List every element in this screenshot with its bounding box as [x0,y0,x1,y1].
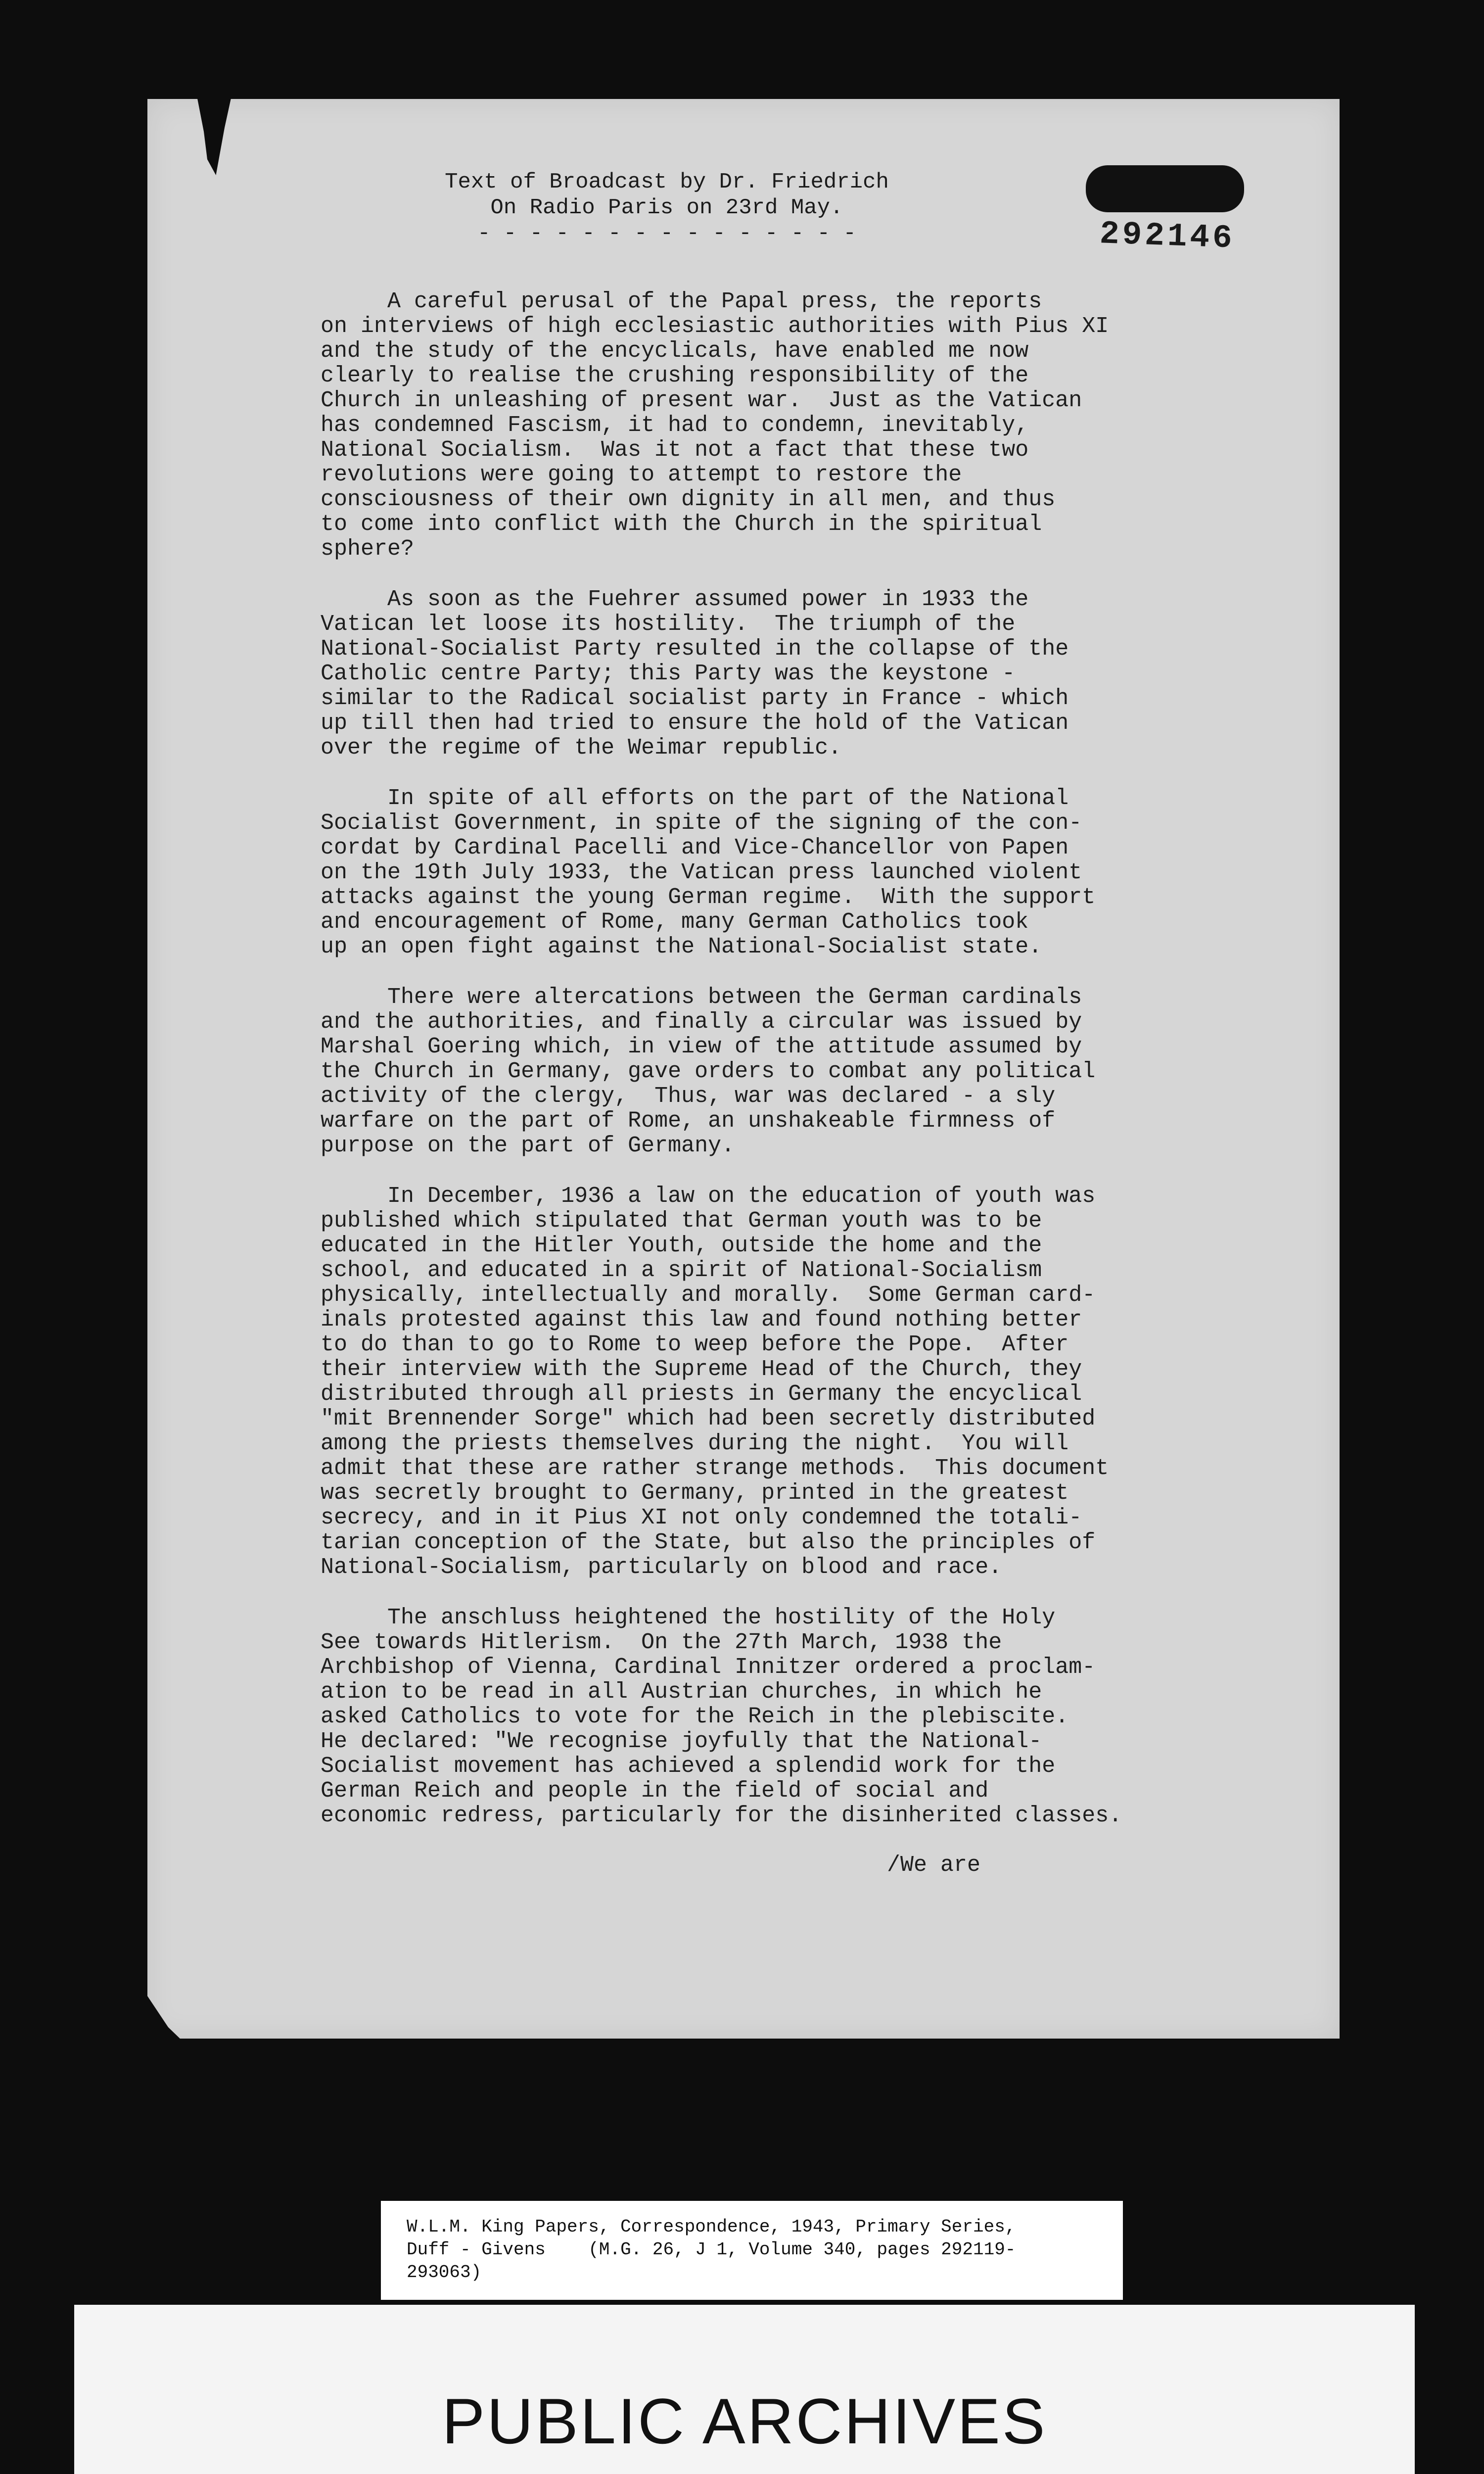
redaction-mark [1086,165,1244,212]
document-heading: Text of Broadcast by Dr. Friedrich On Radio Paris on 23rd May. - - - - - - - - - - - - - - - [445,170,889,246]
archival-caption [381,2201,1123,2300]
paragraph: The anschluss heightened the hostility of the Holy See towards Hitlerism. On the 27th March, 1938 the Archbishop of Vienna, Cardinal Innitzer ordered a proclam- ation to be read in all Austrian churches, in which he asked Catholics to vote for the Reich in the plebiscite. He declared: "We recognise joyfully that the National- Socialist movement has achieved a splendid work for the German Reich and people in the field of social and economic redress, particularly for the disinherited classes. [321,1605,1122,1828]
document-number: 292146 [1099,215,1236,257]
document-page [147,99,1340,2039]
paragraph: As soon as the Fuehrer assumed power in 1933 the Vatican let loose its hostility. The triumph of the National-Socialist Party resulted in the collapse of the Catholic centre Party; this Party was the keystone - similar to the Radical socialist party in France - which up till then had tried to ensure the hold of the Vatican over the regime of the Weimar republic. [321,587,1069,761]
paragraph: In December, 1936 a law on the education of youth was published which stipulated that German youth was to be educated in the Hitler Youth, outside the home and the school, and educated in a spirit of National-Socialism physically, intellectually and morally. Some German card- inals protested against this law and found nothing better to do than to go to Rome to weep before the Pope. After their interview with the Supreme Head of the Church, they distributed through all priests in Germany the encyclical "mit Brennender Sorge" which had been secretly distributed among the priests themselves during the night. You will admit that these are rather strange methods. This document was secretly brought to Germany, printed in the greatest secrecy, and in it Pius XI not only condemned the totali- tarian conception of the State, but also the principles of National-Socialism, particularly on blood and race. [321,1184,1109,1580]
caption-text: W.L.M. King Papers, Correspondence, 1943, Primary Series, Duff - Givens (M.G. 26, J 1, Volume 340, pages 292119- 293063) [407,2217,1016,2283]
folded-corner [147,1996,182,2041]
paragraph: In spite of all efforts on the part of the National Socialist Government, in spite of the signing of the con- cordat by Cardinal Pacelli and Vice-Chancellor von Papen on the 19th July 1933, the Vatican press launched violent attacks against the young German regime. With the support and encouragement of Rome, many German Catholics took up an open fight against the National-Socialist state. [321,786,1096,959]
archives-line-english: PUBLIC ARCHIVES [442,2385,1047,2457]
document-body [321,289,1221,1854]
continuation-note: /We are [887,1853,981,1878]
paragraph: There were altercations between the German cardinals and the authorities, and finally a circular was issued by Marshal Goering which, in view of the attitude assumed by the Church in Germany, gave orders to combat any political activity of the clergy, Thus, war was declared - a sly warfare on the part of Rome, an unshakeable firmness of purpose on the part of Germany. [321,985,1096,1158]
paragraph: A careful perusal of the Papal press, the reports on interviews of high ecclesiastic authorities with Pius XI and the study of the encyclicals, have enabled me now clearly to realise the crushing responsibility of the Church in unleashing of present war. Just as the Vatican has condemned Fascism, it had to condemn, inevitably, National Socialism. Was it not a fact that these two revolutions were going to attempt to restore the consciousness of their own dignity in all men, and thus to come into conflict with the Church in the spiritual sphere? [321,289,1109,562]
archives-banner [74,2305,1415,2474]
torn-corner [197,96,232,175]
